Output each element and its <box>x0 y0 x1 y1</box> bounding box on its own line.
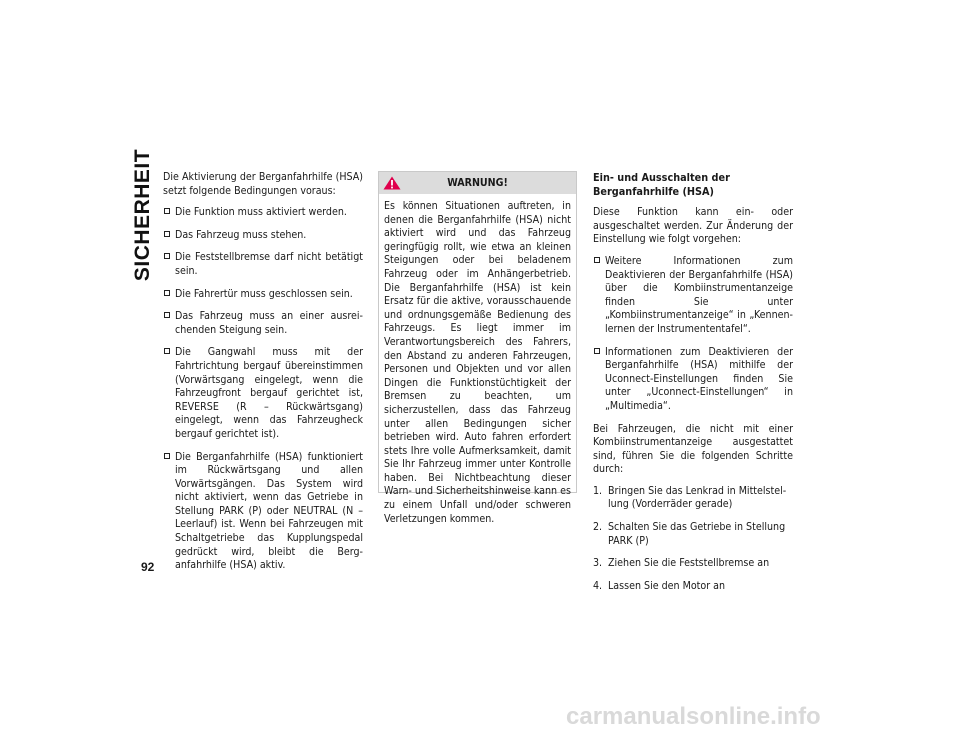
step-number: 2. <box>593 521 603 534</box>
step-text: Ziehen Sie die Feststellbremse an <box>608 557 770 570</box>
checkbox-bullet-icon <box>164 208 170 214</box>
right-intro: Diese Funktion kann ein- oder ausgeschaltet werden. Zur Änderung der Einstellung wie folgt vorgehen: <box>593 206 793 246</box>
step-item <box>593 557 793 571</box>
list-item <box>163 451 363 573</box>
section-tab <box>128 148 158 282</box>
steps-list <box>593 485 793 594</box>
warning-box <box>378 171 577 525</box>
list-item-text: Das Fahrzeug muss an einer ausreichenden Steigung sein. <box>175 310 363 336</box>
list-item <box>163 206 363 220</box>
list-item-text: Die Gangwahl muss mit der Fahrtrichtung bergauf übereinstimmen (Vorwärtsgang eingelegt, wenn die Fahrzeugfront bergauf gerichtet ist, REVERSE (R – Rückwärtsgang) eingelegt, wenn das Fahrzeugheck bergauf gerichtet ist). <box>175 346 363 440</box>
right-bullet-list <box>593 255 793 414</box>
warning-text: Es können Situationen auftreten, in denen die Berganfahrhilfe (HSA) nicht aktiviert wird und das Fahrzeug geringfügig rollt, wie etwa an kleinen Steigungen oder bei beladenem Fahrzeug oder im Anhängerbetrieb. Die Berganfahrhilfe (HSA) ist kein Ersatz für die aktive, vorausschauende und ordnungsgemäße Bedienung des Fahrzeugs. Es liegt immer im Verantwortungsbereich des Fahrers, den Abstand zu anderen Fahrzeugen, Personen und Objekten und vor allen Dingen die Funktionstüchtigkeit der Bremsen zu beachten, um sicherzustellen, dass das Fahrzeug unter allen Bedingungen sicher betrieben wird. Auto fahren erfordert stets Ihre volle Aufmerksamkeit, damit Sie Ihr Fahrzeug immer unter Kontrolle haben. Bei Nichtbeachtung dieser Warn- und Sicherheitshinweise kann es zu einem Unfall und/oder schweren Verletzungen kommen. <box>384 200 571 525</box>
list-item-text: Das Fahrzeug muss stehen. <box>175 228 307 241</box>
left-column <box>163 171 363 582</box>
right-paragraph: Bei Fahrzeugen, die nicht mit einer Kombiinstrumentanzeige ausgestattet sind, führen Sie die folgenden Schritte durch: <box>593 422 793 476</box>
checkbox-bullet-icon <box>164 348 170 354</box>
list-item-text: Informationen zum Deaktivieren der Berganfahrhilfe (HSA) mithilfe der Uconnect-Einstellungen finden Sie unter „Uconnect-Einstellungen“ in „Multimedia“. <box>605 345 793 412</box>
checkbox-bullet-icon <box>164 453 170 459</box>
step-number: 3. <box>593 557 603 570</box>
step-item <box>593 580 793 594</box>
step-item <box>593 485 793 512</box>
warning-triangle-icon <box>383 176 401 190</box>
list-item <box>163 346 363 441</box>
warning-header <box>379 172 576 194</box>
checkbox-bullet-icon <box>594 348 600 354</box>
list-item <box>593 346 793 414</box>
checkbox-bullet-icon <box>164 253 170 259</box>
list-item-text: Weitere Informationen zum Deaktivieren der Berganfahrhilfe (HSA) über die Kombiinstrumentanzeige finden Sie unter „Kombiinstrumentanzeige“ in „Kennenlernen der Instrumententafel“. <box>605 254 793 335</box>
step-number: 4. <box>593 579 603 592</box>
step-item <box>593 521 793 548</box>
step-text: Lassen Sie den Motor an <box>608 579 726 592</box>
checkbox-bullet-icon <box>164 231 170 237</box>
right-column <box>593 171 793 602</box>
list-item <box>163 251 363 278</box>
page-number: 92 <box>141 560 155 574</box>
list-item-text: Die Fahrertür muss geschlossen sein. <box>175 287 353 300</box>
step-number: 1. <box>593 484 603 497</box>
list-item <box>163 288 363 302</box>
list-item-text: Die Feststellbremse darf nicht betätigt sein. <box>175 251 363 277</box>
watermark: carmanualsonline.info <box>566 703 821 730</box>
checkbox-bullet-icon <box>594 257 600 263</box>
warning-title: WARNUNG! <box>447 177 508 189</box>
list-item <box>593 255 793 337</box>
list-item-text: Die Berganfahrhilfe (HSA) funktioniert im Rückwärtsgang und allen Vorwärtsgängen. Das System wird nicht aktiviert, wenn das Getriebe in Stellung PARK (P) oder NEUTRAL (N – Leerlauf) ist. Wenn bei Fahrzeugen mit Schaltgetriebe das Kupplungspedal gedrückt wird, bleibt die Berganfahrhilfe (HSA) aktiv. <box>175 450 363 572</box>
checkbox-bullet-icon <box>164 312 170 318</box>
left-intro: Die Aktivierung der Berganfahrhilfe (HSA) setzt folgende Bedingungen voraus: <box>163 171 363 197</box>
section-tab-label: SICHERHEIT <box>131 148 154 282</box>
step-text: Bringen Sie das Lenkrad in Mittelstellung (Vorderräder gerade) <box>608 484 787 511</box>
section-heading: Ein- und Ausschalten der Berganfahrhilfe (HSA) <box>593 171 730 198</box>
step-text: Schalten Sie das Getriebe in Stellung PARK (P) <box>608 521 786 547</box>
left-bullet-list <box>163 206 363 573</box>
list-item <box>163 310 363 337</box>
list-item <box>163 229 363 243</box>
list-item-text: Die Funktion muss aktiviert werden. <box>175 206 347 219</box>
checkbox-bullet-icon <box>164 290 170 296</box>
